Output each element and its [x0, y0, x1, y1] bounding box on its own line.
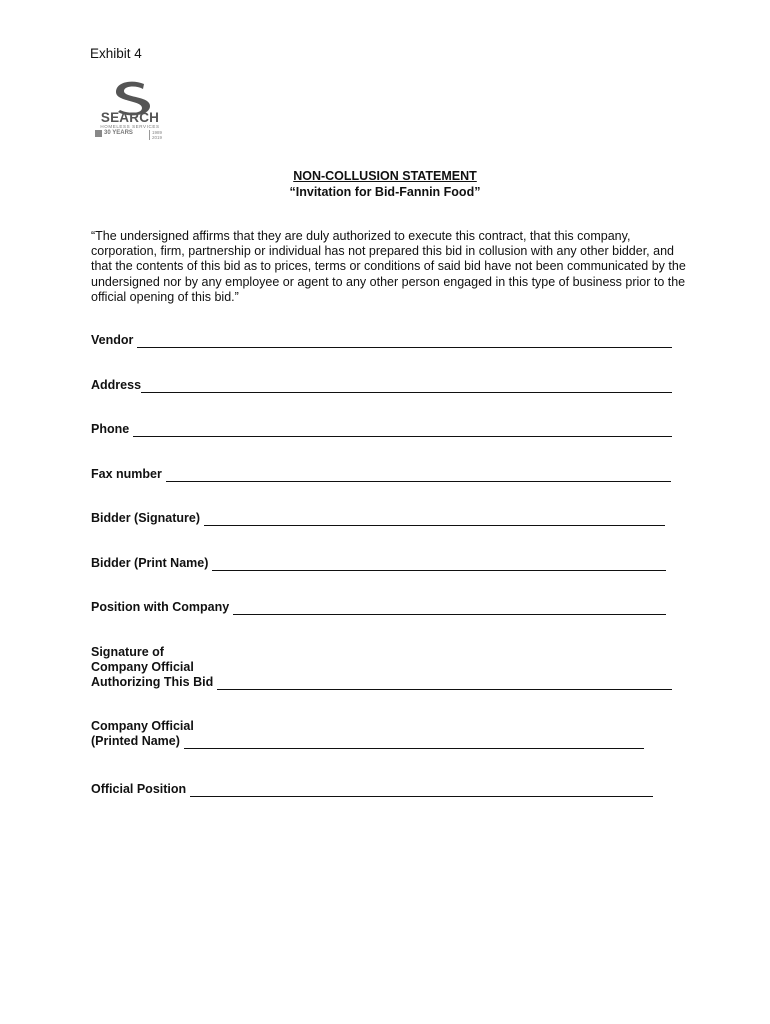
logo-years: 30 YEARS [104, 130, 133, 136]
logo-date-start: 1989 [152, 130, 163, 135]
official-position-row [91, 782, 653, 797]
position-row [91, 600, 666, 615]
printed-official-block [91, 719, 644, 749]
address-row [91, 378, 672, 393]
document-subtitle: “Invitation for Bid-Fannin Food” [289, 185, 481, 199]
statement-paragraph: “The undersigned affirms that they are duly authorized to execute this contract, that this company, corporation, firm, partnership or individual has not prepared this bid in collusion with any other bidder, and that the contents of this bid as to prices, terms or conditions of said bid have not been communicated by the undersigned nor by any employee or agent to any other person engaged in this type of business prior to the official opening of this bid.” [91, 229, 686, 304]
bidder-signature-label: Bidder (Signature) [91, 511, 201, 525]
logo-divider [149, 130, 150, 140]
position-field[interactable] [233, 602, 666, 615]
exhibit-label: Exhibit 4 [90, 46, 142, 61]
position-label: Position with Company [91, 600, 230, 614]
logo-date-end: 2019 [152, 135, 163, 140]
signature-official-block [91, 645, 672, 690]
fax-field[interactable] [166, 469, 671, 482]
phone-row [91, 422, 672, 437]
bidder-signature-row [91, 511, 665, 526]
signature-official-row [91, 675, 672, 690]
printed-official-label-1: Company Official [91, 719, 194, 733]
logo-name: SEARCH [100, 110, 160, 125]
address-field[interactable] [141, 380, 672, 393]
logo-dates [152, 130, 162, 140]
address-label: Address [91, 378, 142, 392]
fax-label: Fax number [91, 467, 162, 481]
vendor-label: Vendor [91, 333, 134, 347]
bidder-print-row [91, 556, 666, 571]
bidder-print-field[interactable] [212, 558, 666, 571]
official-position-field[interactable] [190, 784, 653, 797]
vendor-field[interactable] [137, 335, 672, 348]
vendor-row [91, 333, 672, 348]
logo-tagline: HOMELESS SERVICES [100, 124, 160, 129]
signature-official-label-1: Signature of [91, 645, 164, 659]
printed-official-label-2: (Printed Name) [91, 734, 180, 748]
signature-official-field[interactable] [217, 677, 672, 690]
phone-label: Phone [91, 422, 130, 436]
logo-square-icon [95, 130, 102, 137]
document-title: NON-COLLUSION STATEMENT [293, 169, 477, 183]
fax-row [91, 467, 671, 482]
signature-official-label-3: Authorizing This Bid [91, 675, 214, 689]
printed-official-field[interactable] [184, 736, 644, 749]
phone-field[interactable] [133, 424, 672, 437]
bidder-print-label: Bidder (Print Name) [91, 556, 209, 570]
bidder-signature-field[interactable] [204, 513, 665, 526]
printed-official-row [91, 734, 644, 749]
official-position-label: Official Position [91, 782, 187, 796]
signature-official-label-2: Company Official [91, 660, 194, 674]
